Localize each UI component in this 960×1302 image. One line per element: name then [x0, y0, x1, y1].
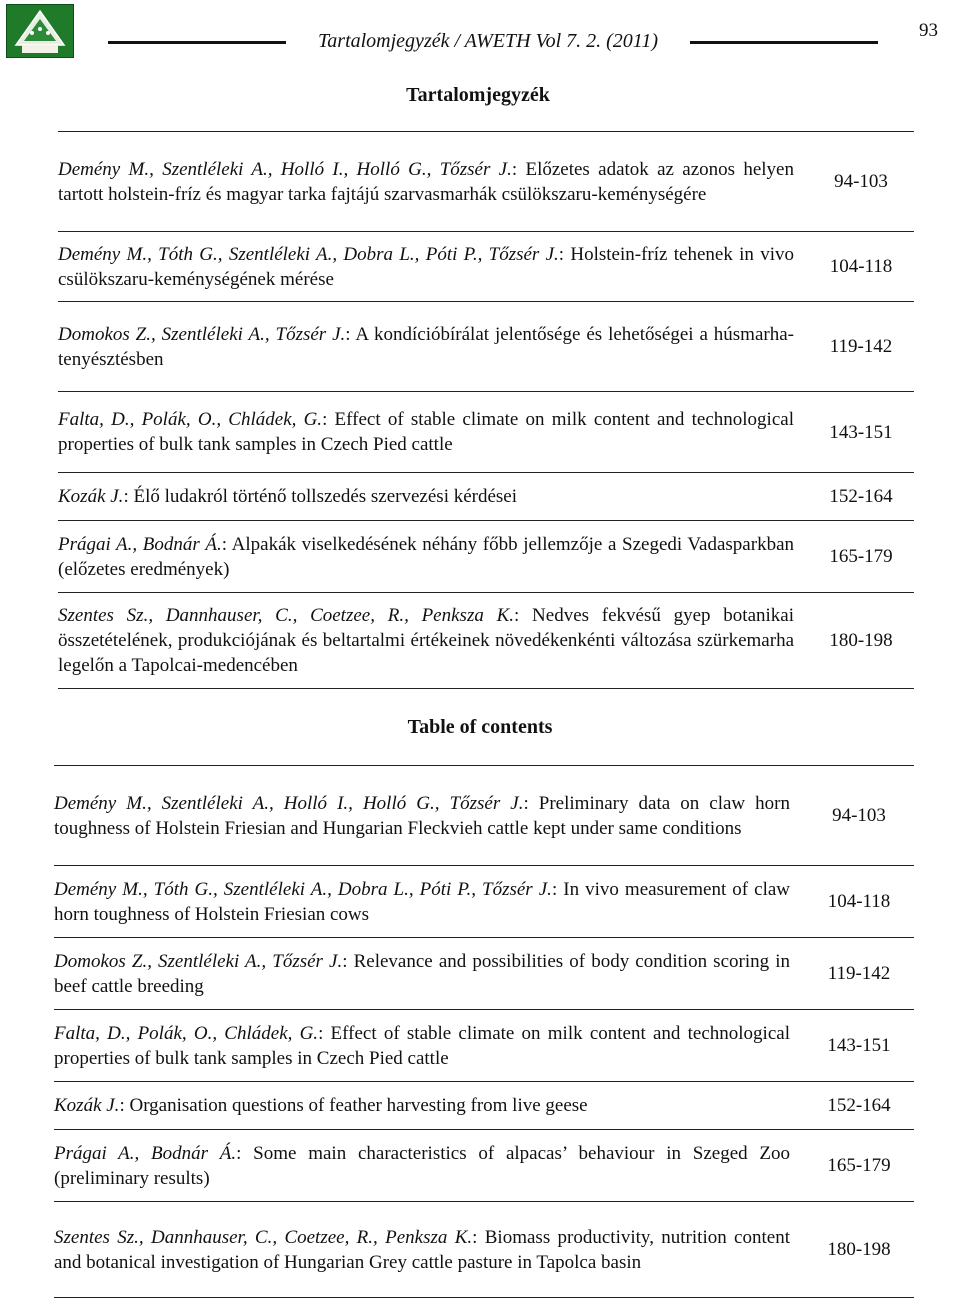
toc-entry[interactable]	[58, 232, 808, 302]
entry-authors: Szentes Sz., Dannhauser, C., Coetzee, R., Penksza K.	[58, 605, 515, 626]
entry-pages: 165-179	[829, 546, 893, 567]
entry-title: : Élő ludakról történő tollszedés szervezési kérdései	[123, 486, 518, 507]
entry-pages: 152-164	[827, 1095, 891, 1116]
entry-title: : Alpakák viselkedésének néhány főbb jellemzője a Szegedi Vadasparkban (előzetes eredmények)	[58, 533, 795, 580]
toc-row	[58, 473, 914, 521]
toc-entry[interactable]	[58, 302, 808, 392]
toc-entry[interactable]	[54, 1130, 804, 1202]
entry-pages: 119-142	[827, 963, 891, 984]
logo-emblem-icon	[10, 7, 70, 57]
entry-title: : Effect of stable climate on milk content and technological properties of bulk tank samples in Czech Pied cattle	[58, 409, 794, 455]
entry-title: : Preliminary data on claw horn toughness of Holstein Friesian and Hungarian Fleckvieh cattle kept under same conditions	[54, 792, 790, 839]
toc-row	[58, 521, 914, 593]
entry-authors: Falta, D., Polák, O., Chládek, G.	[54, 1022, 319, 1044]
toc-entry[interactable]	[54, 766, 804, 866]
entry-authors: Prágai A., Bodnár Á.	[54, 1142, 237, 1164]
page-number: 93	[919, 20, 938, 41]
entry-title: : Effect of stable climate on milk content and technological properties of bulk tank samples in Czech Pied cattle	[54, 1022, 790, 1069]
hungarian-toc-table	[58, 131, 914, 689]
toc-row	[58, 593, 914, 689]
toc-row	[54, 766, 914, 866]
english-toc-heading: Table of contents	[407, 716, 553, 738]
entry-title: : Organisation questions of feather harvesting from live geese	[119, 1095, 588, 1116]
toc-row	[58, 132, 914, 232]
entry-authors: Kozák J.	[54, 1095, 120, 1116]
toc-entry[interactable]	[54, 1010, 804, 1082]
entry-title: : Előzetes adatok az azonos helyen tartott holstein-fríz és magyar tarka fajtájú szarvasmarhák csülökszaru-keménységére	[58, 158, 794, 205]
entry-pages: 94-103	[832, 805, 886, 826]
toc-entry[interactable]	[54, 938, 804, 1010]
entry-pages: 152-164	[829, 486, 893, 507]
entry-pages: 180-198	[829, 630, 893, 651]
entry-authors: Falta, D., Polák, O., Chládek, G.	[58, 409, 323, 430]
header-rule-right	[690, 41, 878, 44]
toc-entry[interactable]	[54, 866, 804, 938]
toc-row	[58, 302, 914, 392]
entry-authors: Domokos Z., Szentléleki A., Tőzsér J.	[58, 323, 346, 345]
entry-title: : Relevance and possibilities of body condition scoring in beef cattle breeding	[54, 950, 790, 997]
entry-pages: 165-179	[827, 1155, 891, 1176]
entry-authors: Prágai A., Bodnár Á.	[58, 533, 222, 555]
toc-row	[58, 392, 914, 473]
hungarian-toc-heading: Tartalomjegyzék	[406, 84, 550, 106]
toc-row	[54, 938, 914, 1010]
english-toc-table	[54, 765, 914, 1298]
toc-row	[54, 866, 914, 938]
header-rule-left	[108, 41, 286, 44]
entry-authors: Domokos Z., Szentléleki A., Tőzsér J.	[54, 950, 343, 972]
entry-title: : Holstein-fríz tehenek in vivo csülökszaru-keménységének mérése	[58, 243, 794, 290]
entry-title: : Biomass productivity, nutrition content and botanical investigation of Hungarian Grey cattle pasture in Tapolca basin	[54, 1226, 790, 1273]
running-header-title: Tartalomjegyzék / AWETH Vol 7. 2. (2011)	[318, 30, 658, 52]
entry-title: : A kondícióbírálat jelentősége és lehetőségei a húsmarha-tenyésztésben	[58, 323, 794, 370]
toc-row	[54, 1202, 914, 1298]
journal-logo	[6, 4, 74, 58]
entry-authors: Kozák J.	[58, 486, 124, 507]
entry-title: : Nedves fekvésű gyep botanikai összetételének, produkciójának és beltartalmi értékeinek növedékenkénti változása szürkemarha legelőn a Tapolcai-medencében	[58, 605, 794, 676]
toc-entry[interactable]	[58, 392, 808, 473]
entry-pages: 104-118	[827, 891, 891, 912]
toc-entry[interactable]	[58, 132, 808, 232]
entry-authors: Demény M., Szentléleki A., Holló I., Holló G., Tőzsér J.	[54, 792, 524, 814]
entry-pages: 104-118	[829, 256, 893, 277]
toc-row	[54, 1130, 914, 1202]
toc-entry[interactable]	[58, 593, 808, 689]
toc-row	[54, 1082, 914, 1130]
entry-authors: Demény M., Szentléleki A., Holló I., Holló G., Tőzsér J.	[58, 158, 512, 180]
entry-authors: Szentes Sz., Dannhauser, C., Coetzee, R., Penksza K.	[54, 1226, 473, 1248]
entry-pages: 119-142	[829, 336, 893, 357]
entry-title: : In vivo measurement of claw horn toughness of Holstein Friesian cows	[54, 878, 790, 925]
toc-row	[58, 232, 914, 302]
entry-authors: Demény M., Tóth G., Szentléleki A., Dobra L., Póti P., Tőzsér J.	[58, 243, 559, 265]
toc-entry[interactable]	[54, 1082, 804, 1130]
entry-pages: 143-151	[829, 421, 893, 443]
toc-row	[54, 1010, 914, 1082]
entry-pages: 143-151	[827, 1035, 891, 1056]
toc-entry[interactable]	[58, 521, 808, 593]
toc-entry[interactable]	[58, 473, 808, 521]
entry-pages: 180-198	[827, 1239, 891, 1260]
entry-authors: Demény M., Tóth G., Szentléleki A., Dobra L., Póti P., Tőzsér J.	[54, 878, 552, 900]
entry-title: : Some main characteristics of alpacas’ behaviour in Szeged Zoo (preliminary results)	[54, 1142, 790, 1189]
entry-pages: 94-103	[834, 171, 888, 192]
toc-entry[interactable]	[54, 1202, 804, 1298]
